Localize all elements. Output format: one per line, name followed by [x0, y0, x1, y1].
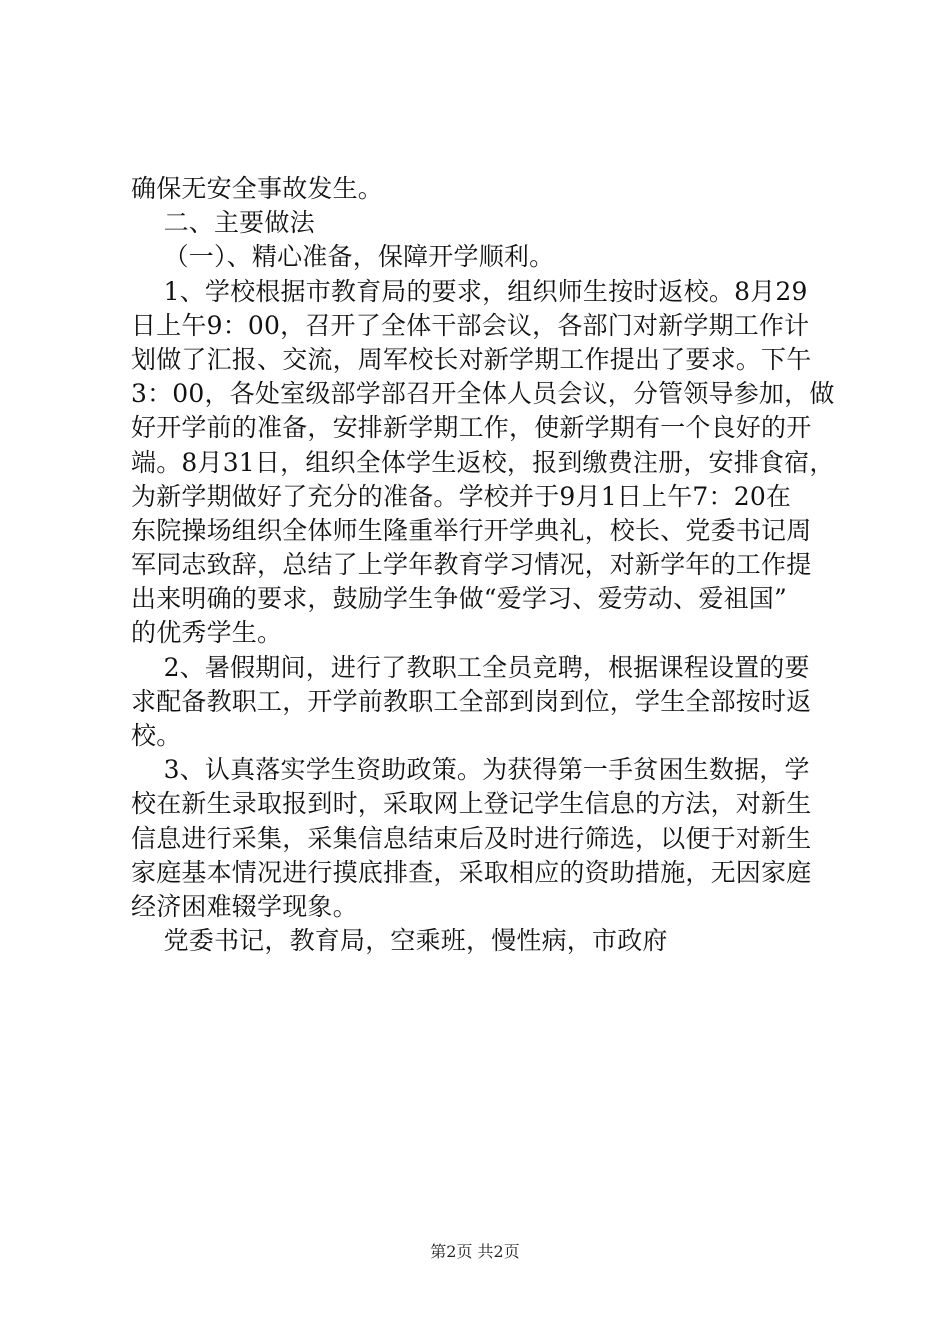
- section-heading: 二、主要做法: [131, 208, 315, 238]
- subsection-heading: （一）、精心准备，保障开学顺利。: [131, 242, 555, 272]
- text-line: 2、暑假期间，进行了教职工全员竞聘，根据课程设置的要: [131, 652, 810, 682]
- page-number-footer: 第2页 共2页: [430, 1242, 520, 1261]
- text-line: 求配备教职工，开学前教职工全部到岗到位，学生全部按时返: [131, 686, 812, 716]
- text-line: 出来明确的要求，鼓励学生争做“爱学习、爱劳动、爱祖国”: [131, 584, 787, 614]
- text-line: 确保无安全事故发生。: [131, 174, 384, 203]
- text-line: 日上午9：00，召开了全体干部会议，各部门对新学期工作计: [131, 310, 810, 340]
- text-line: 家庭基本情况进行摸底排查，采取相应的资助措施，无因家庭: [131, 857, 812, 887]
- text-line: 3：00，各处室级部学部召开全体人员会议，分管领导参加，做: [131, 379, 835, 409]
- text-line: 军同志致辞，总结了上学年教育学习情况，对新学年的工作提: [131, 550, 812, 580]
- text-line: 3、认真落实学生资助政策。为获得第一手贫困生数据，学: [131, 755, 810, 785]
- text-line: 校。: [131, 721, 182, 750]
- text-line: 好开学前的准备，安排新学期工作，使新学期有一个良好的开: [131, 413, 812, 443]
- text-line: 校在新生录取报到时，采取网上登记学生信息的方法，对新生: [131, 789, 812, 819]
- document-body: [131, 172, 835, 958]
- text-line: 划做了汇报、交流，周军校长对新学期工作提出了要求。下午: [131, 344, 812, 374]
- text-line: 经济困难辍学现象。: [131, 891, 358, 921]
- text-line: 1、学校根据市教育局的要求，组织师生按时返校。8月29: [131, 276, 808, 306]
- text-line: 的优秀学生。: [131, 618, 283, 648]
- keywords-line: 党委书记，教育局，空乘班，慢性病，市政府: [131, 926, 668, 956]
- text-line: 东院操场组织全体师生隆重举行开学典礼，校长、党委书记周: [131, 515, 812, 545]
- text-line: 信息进行采集，采集信息结束后及时进行筛选，以便于对新生: [131, 823, 812, 853]
- text-line: 端。8月31日，组织全体学生返校，报到缴费注册，安排食宿，: [131, 447, 835, 477]
- text-line: 为新学期做好了充分的准备。学校并于9月1日上午7：20在: [131, 481, 792, 511]
